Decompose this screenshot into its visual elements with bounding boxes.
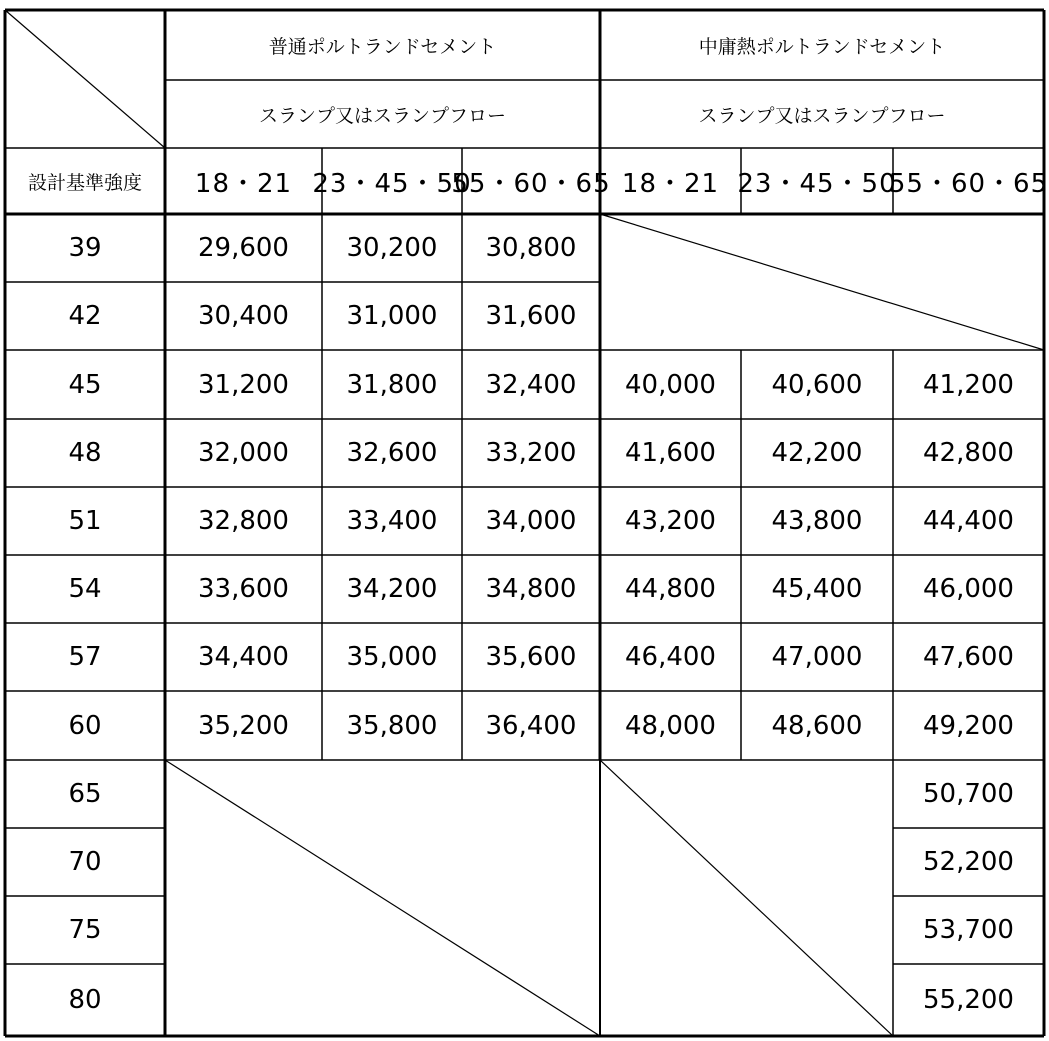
na-diagonal-ordinary-bottom bbox=[165, 760, 600, 1036]
strength-cell: 45 bbox=[68, 369, 102, 400]
price-cell: 30,400 bbox=[198, 301, 289, 331]
price-cell: 48,000 bbox=[625, 710, 716, 741]
price-cell: 31,200 bbox=[198, 369, 289, 400]
cement-header-ordinary: 普通ポルトランドセメント bbox=[268, 35, 497, 58]
price-cell: 29,600 bbox=[198, 233, 289, 263]
slump-label-moderate-heat: スランプ又はスランプフロー bbox=[698, 104, 946, 127]
price-cell: 40,000 bbox=[625, 369, 716, 400]
na-diagonal-moderate-top bbox=[600, 214, 1044, 350]
price-cell: 31,000 bbox=[346, 301, 438, 331]
price-cell: 31,800 bbox=[346, 369, 438, 400]
strength-cell: 42 bbox=[68, 301, 102, 331]
price-cell: 55,200 bbox=[923, 985, 1014, 1015]
strength-column-header: 設計基準強度 bbox=[27, 171, 142, 194]
price-cell: 34,800 bbox=[485, 574, 577, 604]
price-cell: 47,600 bbox=[923, 642, 1014, 672]
slump-value-header: 18・21 bbox=[621, 168, 720, 199]
na-diagonal-moderate-bottom bbox=[600, 760, 893, 1036]
price-cell: 33,400 bbox=[346, 506, 438, 536]
price-cell: 32,000 bbox=[198, 438, 289, 468]
strength-cell: 80 bbox=[68, 985, 102, 1015]
strength-cell: 51 bbox=[68, 506, 102, 536]
slump-value-header: 23・45・50 bbox=[737, 168, 897, 199]
price-cell: 48,600 bbox=[771, 710, 863, 741]
slump-value-header: 23・45・50 bbox=[312, 168, 472, 199]
strength-cell: 70 bbox=[68, 847, 102, 877]
strength-cell: 54 bbox=[68, 574, 102, 604]
strength-cell: 57 bbox=[68, 642, 102, 672]
cement-header-moderate-heat: 中庸熱ポルトランドセメント bbox=[698, 35, 946, 58]
price-cell: 46,400 bbox=[625, 642, 716, 672]
price-cell: 52,200 bbox=[923, 847, 1014, 877]
price-cell: 30,200 bbox=[346, 233, 438, 263]
slump-label-ordinary: スランプ又はスランプフロー bbox=[258, 104, 506, 127]
price-cell: 35,800 bbox=[346, 710, 438, 741]
strength-cell: 60 bbox=[68, 710, 102, 741]
price-cell: 43,800 bbox=[771, 506, 863, 536]
price-cell: 45,400 bbox=[771, 574, 863, 604]
price-cell: 35,200 bbox=[198, 710, 289, 741]
price-cell: 33,200 bbox=[485, 438, 577, 468]
price-cell: 50,700 bbox=[923, 779, 1014, 809]
price-cell: 32,400 bbox=[485, 369, 577, 400]
slump-value-header: 18・21 bbox=[194, 168, 293, 199]
price-cell: 43,200 bbox=[625, 506, 716, 536]
price-cell: 47,000 bbox=[771, 642, 863, 672]
price-cell: 41,200 bbox=[923, 369, 1014, 400]
price-cell: 40,600 bbox=[771, 369, 863, 400]
price-cell: 42,200 bbox=[771, 438, 863, 468]
price-cell: 35,000 bbox=[346, 642, 438, 672]
price-cell: 31,600 bbox=[485, 301, 577, 331]
price-cell: 35,600 bbox=[485, 642, 577, 672]
price-cell: 34,000 bbox=[485, 506, 577, 536]
strength-cell: 65 bbox=[68, 779, 102, 809]
strength-cell: 48 bbox=[68, 438, 102, 468]
slump-value-header: 55・60・65 bbox=[888, 168, 1049, 199]
strength-cell: 39 bbox=[68, 233, 102, 263]
price-cell: 44,800 bbox=[625, 574, 716, 604]
price-cell: 44,400 bbox=[923, 506, 1014, 536]
slump-value-header: 55・60・65 bbox=[451, 168, 611, 199]
price-cell: 34,200 bbox=[346, 574, 438, 604]
strength-cell: 75 bbox=[68, 915, 102, 945]
price-cell: 30,800 bbox=[485, 233, 577, 263]
price-cell: 49,200 bbox=[923, 710, 1014, 741]
price-cell: 53,700 bbox=[923, 915, 1014, 945]
price-cell: 42,800 bbox=[923, 438, 1014, 468]
price-cell: 33,600 bbox=[198, 574, 289, 604]
price-cell: 34,400 bbox=[198, 642, 289, 672]
price-cell: 41,600 bbox=[625, 438, 716, 468]
price-cell: 36,400 bbox=[485, 710, 577, 741]
price-cell: 46,000 bbox=[923, 574, 1014, 604]
price-cell: 32,600 bbox=[346, 438, 438, 468]
corner-diagonal bbox=[5, 10, 165, 148]
price-cell: 32,800 bbox=[198, 506, 289, 536]
